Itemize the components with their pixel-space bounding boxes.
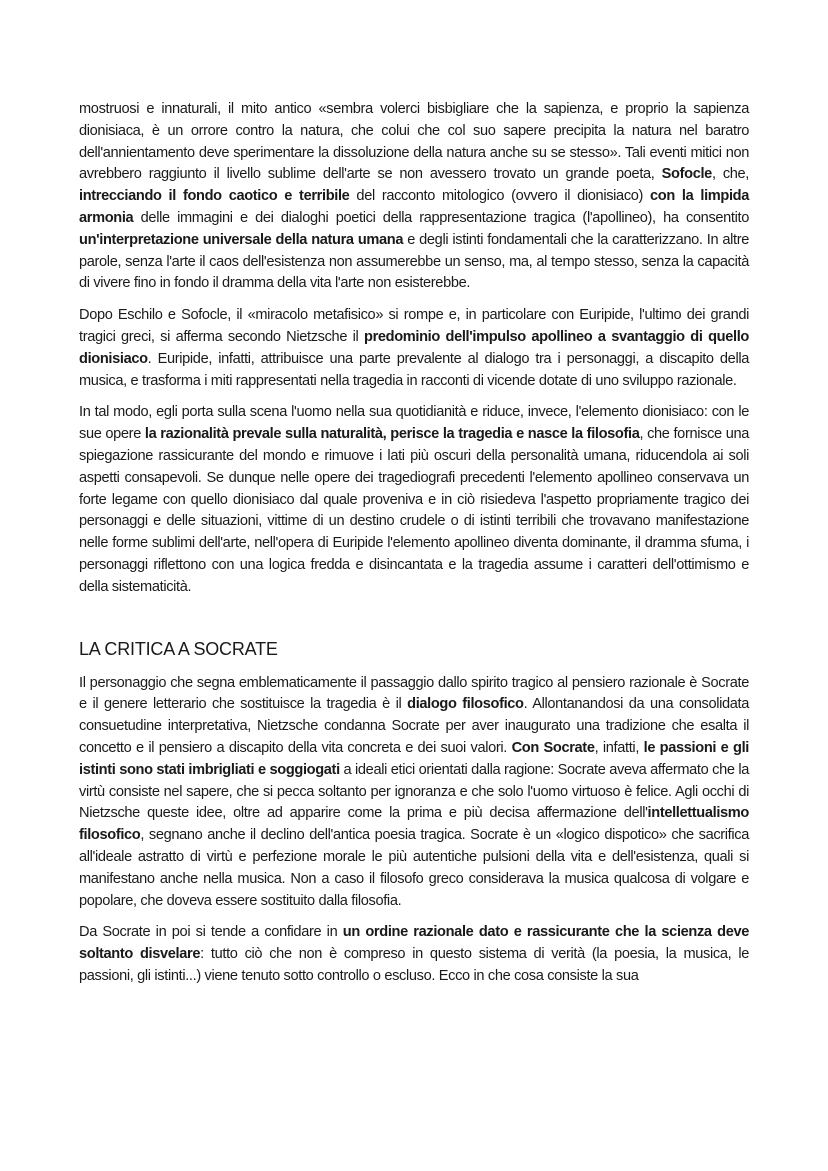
body-text: , segnano anche il declino dell'antica poesia tragica. Socrate è un «logico dispotico» che sacrifica all'ideale astratto di virtù e perfezione morale le più autentiche pulsioni della vita e dell'esistenza, quali si manifestano anche nella musica. Non a caso il filosofo greco considerava la musica qualcosa di volgare e popolare, che doveva essere sostituito dalla filosofia. [79,827,749,909]
body-text: . Euripide, infatti, attribuisce una parte prevalente al dialogo tra i personaggi, a discapito della musica, e trasforma i miti rappresentati nella tragedia in racconti di vicende dotate di uno sviluppo razionale. [79,350,749,389]
emphasized-text: la razionalità prevale sulla naturalità, perisce la tragedia e nasce la filosofia [144,426,640,443]
body-text: Da Socrate in poi si tende a confidare in [79,924,343,941]
body-text: del racconto mitologico (ovvero il dionisiaco) [349,188,651,205]
emphasized-text: intrecciando il fondo caotico e terribile [79,188,350,205]
emphasized-text: un'interpretazione universale della natura umana [79,231,404,248]
body-text: , che fornisce una spiegazione rassicurante del mondo e rimuove i lati più oscuri della personalità umana, riducendola ai soli aspetti consapevoli. Se dunque nelle opere dei tragediografi precedenti l'elemento apollineo conservava un forte legame con quello dionisiaco dal quale proveniva e in ciò risiedeva l'aspetto propriamente tragico dei personaggi e delle situazioni, vittime di un destino crudele o di istinti terribili che trovavano manifestazione nelle forme sublimi dell'arte, nell'opera di Euripide l'elemento apollineo diventa dominante, il dramma sfuma, i personaggi riflettono con una logica fredda e disincantata e la tragedia assume i caratteri dell'ottimismo e della sistematicità. [79,426,749,595]
paragraph-ordine-razionale [79,922,749,987]
paragraph-socrate [79,673,749,913]
body-text: delle immagini e dei dialoghi poetici della rappresentazione tragica (l'apollineo), ha consentito [133,209,749,226]
paragraph-euripide [79,305,749,392]
paragraph-razionalita [79,402,749,598]
body-text: e degli istinti fondamentali che la caratterizzano. In altre parole, senza l'arte il caos dell'esistenza non assumerebbe un senso, ma, al tempo stesso, senza la capacità di vivere fino in fondo il dramma della vita l'arte non esisterebbe. [79,231,750,292]
emphasized-text: con la limpida armonia [79,188,749,226]
body-text: In tal modo, egli porta sulla scena l'uomo nella sua quotidianità e riduce, invece, l'elemento dionisiaco: con le sue opere [79,404,749,443]
emphasized-text: predominio dell'impulso apollineo a svantaggio di quello dionisiaco [79,328,749,367]
emphasized-text: intellettualismo filosofico [79,805,749,844]
body-text: Dopo Eschilo e Sofocle, il «miracolo metafisico» si rompe e, in particolare con Euripide, l'ultimo dei grandi tragici greci, si afferma secondo Nietzsche il [79,307,749,345]
body-text: a ideali etici orientati dalla ragione: Socrate aveva affermato che la virtù consiste nel sapere, che si pecca soltanto per ignoranza e che solo l'uomo virtuoso è felice. Agli occhi di Nietzsche queste idee, oltre ad apparire come la prima e più decisa affermazione dell' [79,761,749,822]
emphasized-text: un ordine razionale dato e rassicurante che la scienza deve soltanto disvelare [79,924,749,963]
body-text: mostruosi e innaturali, il mito antico «sembra volerci bisbigliare che la sapienza, e proprio la sapienza dionisiaca, è un orrore contro la natura, che colui che col suo sapere precipita la natura nel baratro dell'annientamento deve sperimentare la dissoluzione della natura anche su se stesso». Tali eventi mitici non avrebbero raggiunto il livello sublime dell'arte se non avessero trovato un grande poeta, [79,101,749,183]
emphasized-text: dialogo filosofico [407,696,524,713]
body-text: , che, [711,166,750,183]
paragraphs-after-heading [79,673,749,988]
body-text: . Allontanandosi da una consolidata consuetudine interpretativa, Nietzsche condanna Socrate per aver inaugurato una tradizione che esalta il concetto e il pensiero a discapito della vita concreta e dei suoi valori. [79,696,749,756]
document-page [79,99,749,998]
emphasized-text: Sofocle [661,166,712,183]
emphasized-text: Con Socrate [511,739,595,756]
body-text: Il personaggio che segna emblematicamente il passaggio dallo spirito tragico al pensiero razionale è Socrate e il genere letterario che sostituisce la tragedia è il [79,674,749,713]
section-heading: LA CRITICA A SOCRATE [79,638,278,659]
paragraph-sofocle [79,99,749,295]
body-text: : tutto ciò che non è compreso in questo sistema di verità (la poesia, la musica, le passioni, gli istinti...) viene tenuto sotto controllo o escluso. Ecco in che cosa consiste la sua [79,946,749,984]
paragraphs-before-heading [79,99,749,599]
emphasized-text: le passioni e gli istinti sono stati imbrigliati e soggiogati [79,739,750,778]
body-text: , infatti, [594,739,644,756]
